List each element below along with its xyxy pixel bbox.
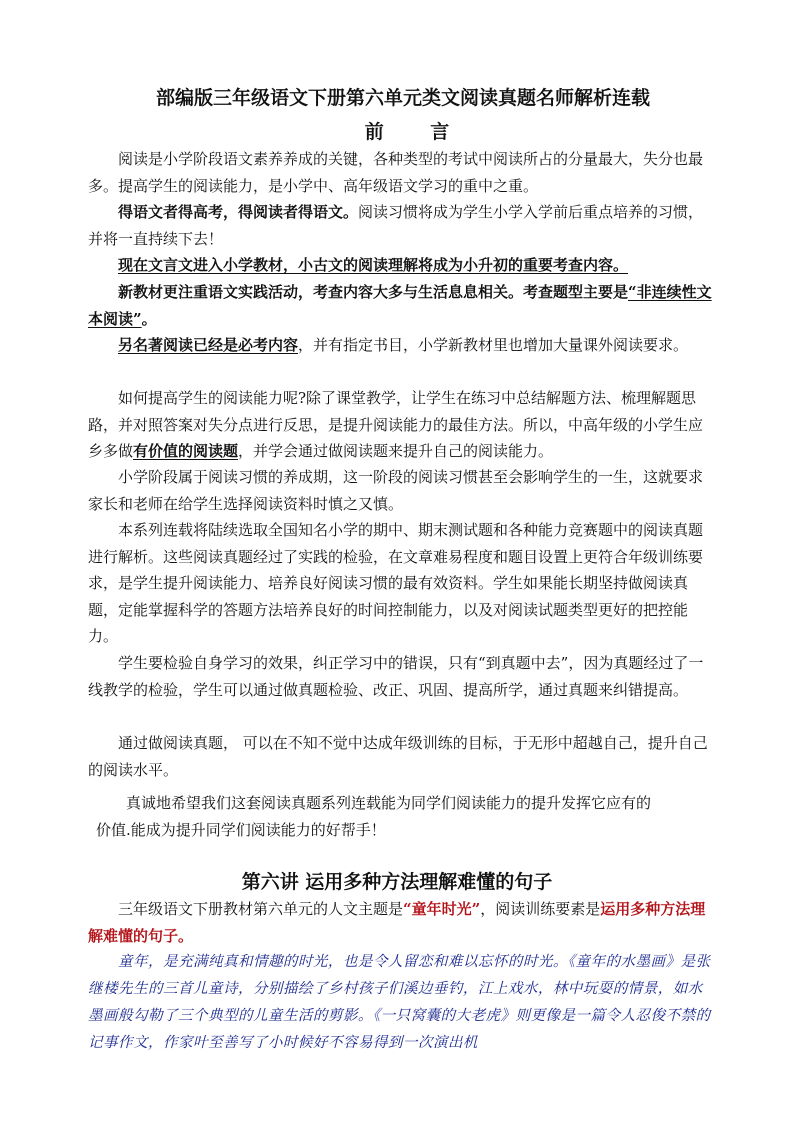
paragraph-improve-methods	[88, 385, 714, 465]
main-title: 部编版三年级语文下册第六单元类文阅读真题名师解析连载	[155, 87, 650, 109]
bold-text: 。	[141, 309, 157, 328]
paragraph-reading-importance: 阅读是小学阶段语文素养养成的关键，各种类型的考试中阅读所占的分量最大，失分也最多。提高学生的阅读能力，是小学中、高年级语文学习的重中之重。	[88, 150, 704, 195]
paragraph-text: ，并学会通过做阅读题来提升自己的阅读能力。	[238, 442, 554, 460]
paragraph-text: 阅读习惯将成为学生小学入学前后重点培养的习惯，并将一直持续下去！	[88, 203, 704, 248]
theme-highlight: “童年时光”	[403, 900, 481, 918]
lecture-intro	[88, 896, 714, 949]
preface-title: 前 言	[364, 121, 470, 143]
paragraph-series-intro: 本系列连载将陆续选取全国知名小学的期中、期末测试题和各种能力竞赛题中的阅读真题进行解析。这些阅读真题经过了实践的检验，在文章难易程度和题目设置上更符合年级训练要求，是学生提升阅读能力、培养良好阅读习惯的最有效资料。学生如果能长期坚持做阅读真题，定能掌握科学的答题方法培养良好的时间控制能力，以及对阅读试题类型更好的把控能力。	[88, 521, 704, 645]
paragraph-text: 三年级语文下册教材第六单元的人文主题是	[118, 900, 404, 918]
paragraph-habit-period: 小学阶段属于阅读习惯的养成期，这一阶段的阅读习惯甚至会影响学生的一生，这就要求家长和老师在给学生选择阅读资料时慎之又慎。	[88, 468, 704, 513]
element-highlight: 运用多种方法理解难懂的句子。	[88, 900, 706, 945]
bold-text: 新教材更注重语文实践活动，考查内容大多与生活息息相关。考查题型主要是	[118, 283, 629, 301]
paragraph-text: ，阅读训练要素是	[480, 900, 601, 918]
paragraph-classics	[88, 332, 714, 359]
paragraph-classical-chinese	[88, 252, 714, 279]
paragraph-closing	[96, 790, 736, 843]
paragraph-practice-goal: 通过做阅读真题， 可以在不知不觉中达成年级训练的目标，于无形中超越自己，提升自己的阅读水平。	[88, 734, 708, 779]
paragraph-new-textbook	[88, 279, 714, 332]
bold-underline-text: 现在文言文进入小学教材，小古文的阅读理解将成为小升初的重要考查内容。	[118, 256, 629, 274]
bold-underline-text: 有价值的阅读题	[133, 442, 239, 460]
bold-underline-text: 另名著阅读已经是必考内容	[118, 336, 299, 354]
lecture-title: 第六讲 运用多种方法理解难懂的句子	[241, 871, 553, 893]
paragraph-text: 如何提高学生的阅读能力呢?除了课堂教学，让学生在练习中总结解题方法、梳理解题思路，并对照答案对失分点进行反思，是提升阅读能力的最佳方法。所以，中高年级的小学生应乡多做	[88, 389, 704, 460]
closing-line-1: 真诚地希望我们这套阅读真题系列连载能为同学们阅读能力的提升发挥它应有的	[126, 794, 652, 812]
paragraph-reading-habit	[88, 199, 714, 252]
closing-line-2: 价值.能成为提升同学们阅读能力的好帮手！	[96, 820, 386, 839]
paragraph-text: ，并有指定书目，小学新教材里也增加大量课外阅读要求。	[298, 336, 689, 354]
bold-underline-text: “非连续性文本阅读”	[88, 283, 712, 328]
lecture-excerpt: 童年，是充满纯真和情趣的时光，也是令人留恋和难以忘怀的时光。《童年的水墨画》是张继楼先生的三首儿童诗，分别描绘了乡村孩子们溪边垂钓，江上戏水，林中玩耍的情景，如水墨画般勾勒了三个典型的儿童生活的剪影。《一只窝囊的大老虎》则更像是一篇令人忍俊不禁的记事作文，作家叶至善写了小时候好不容易得到一次演出机	[88, 953, 711, 1051]
bold-slogan: 得语文者得高考，得阅读者得语文。	[118, 203, 359, 221]
paragraph-check-learning: 学生要检验自身学习的效果，纠正学习中的错误，只有“到真题中去”，因为真题经过了一线教学的检验，学生可以通过做真题检验、改正、巩固、提高所学，通过真题来纠错提高。	[88, 654, 704, 699]
